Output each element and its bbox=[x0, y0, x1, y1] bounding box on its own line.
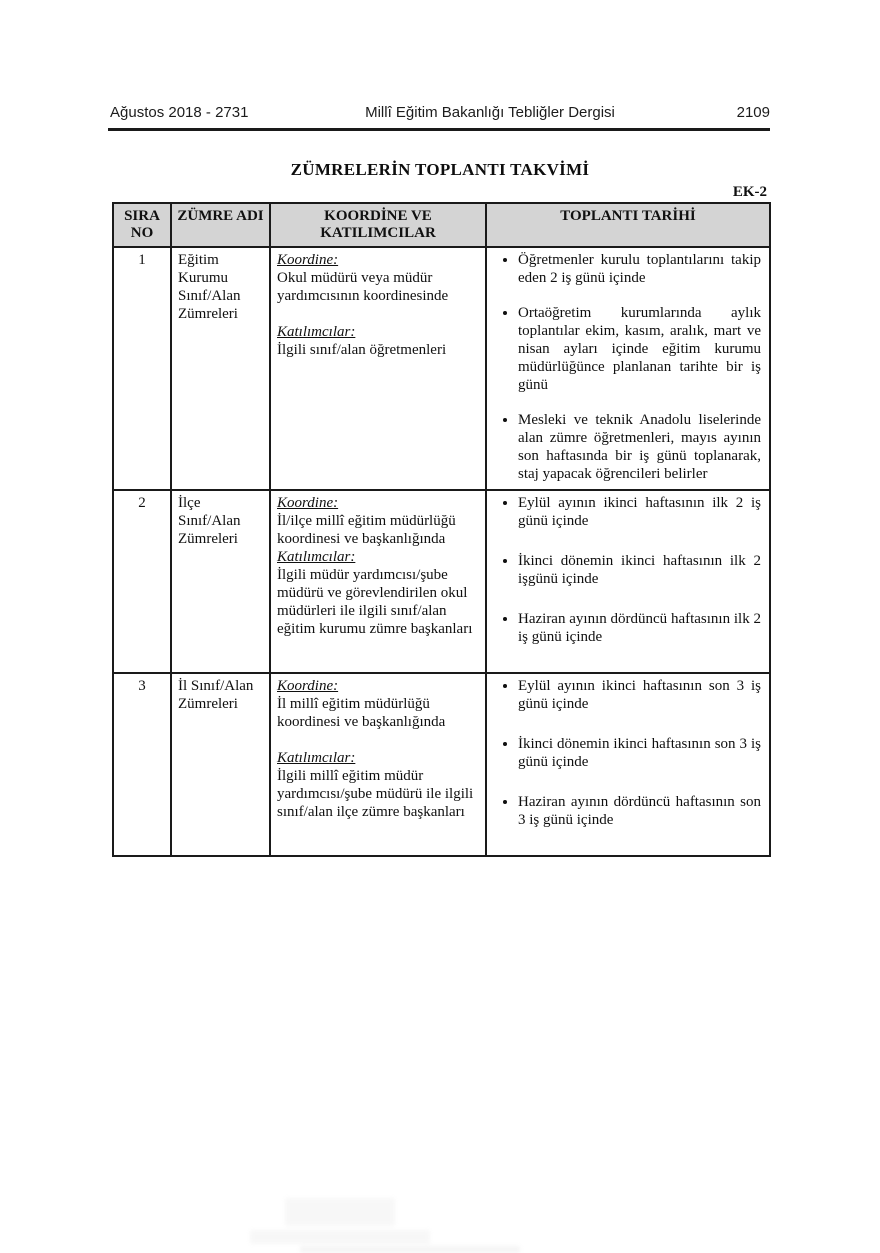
katilimcilar-text: İlgili millî eğitim müdür yardımcısı/şube müdürü ile ilgili sınıf/alan ilçe zümre başkanları bbox=[277, 768, 474, 820]
meeting-date-item: • Eylül ayının ikinci haftasının son 3 iş günü içinde bbox=[518, 677, 761, 713]
meeting-date-item: • Öğretmenler kurulu toplantılarını takip eden 2 iş günü içinde bbox=[518, 251, 761, 287]
koordine-text: İl/ilçe millî eğitim müdürlüğü koordinesi ve başkanlığında bbox=[277, 513, 456, 547]
spacer bbox=[277, 305, 479, 323]
document-title: ZÜMRELERİN TOPLANTI TAKVİMİ bbox=[290, 160, 590, 179]
cell-zumre-adi: Eğitim Kurumu Sınıf/Alan Zümreleri bbox=[171, 247, 270, 490]
scan-artifact bbox=[250, 1230, 430, 1244]
koordine-label: Koordine: bbox=[277, 252, 339, 268]
meeting-date-item: • İkinci dönemin ikinci haftasının ilk 2 işgünü içinde bbox=[518, 552, 761, 588]
katilimcilar-text: İlgili sınıf/alan öğretmenleri bbox=[277, 342, 447, 358]
spacer bbox=[277, 731, 479, 749]
cell-zumre-adi: İl Sınıf/Alan Zümreleri bbox=[171, 673, 270, 856]
column-header-koordine: KOORDİNE VE KATILIMCILAR bbox=[270, 203, 486, 247]
scan-artifact bbox=[285, 1198, 395, 1226]
cell-sira-no: 2 bbox=[113, 490, 171, 673]
table-header-row bbox=[113, 203, 770, 247]
koordine-label: Koordine: bbox=[277, 495, 339, 511]
cell-koordine-katilimcilar bbox=[270, 673, 486, 856]
cell-sira-no: 1 bbox=[113, 247, 171, 490]
katilimcilar-label: Katılımcılar: bbox=[277, 549, 356, 565]
meeting-date-item: • Ortaöğretim kurumlarında aylık toplantılar ekim, kasım, aralık, mart ve nisan ayları içinde eğitim kurumu müdürlüğünce planlanan tarihte bir iş günü bbox=[518, 304, 761, 394]
cell-zumre-adi: İlçe Sınıf/Alan Zümreleri bbox=[171, 490, 270, 673]
koordine-text: İl millî eğitim müdürlüğü koordinesi ve başkanlığında bbox=[277, 696, 446, 730]
header-rule bbox=[108, 128, 770, 131]
cell-koordine-katilimcilar bbox=[270, 247, 486, 490]
meeting-date-item: • İkinci dönemin ikinci haftasının son 3 iş günü içinde bbox=[518, 735, 761, 771]
meeting-date-list bbox=[493, 677, 763, 829]
cell-koordine-katilimcilar bbox=[270, 490, 486, 673]
cell-sira-no: 3 bbox=[113, 673, 171, 856]
header-journal-title: Millî Eğitim Bakanlığı Tebliğler Dergisi bbox=[365, 104, 615, 121]
katilimcilar-text: İlgili müdür yardımcısı/şube müdürü ve görevlendirilen okul müdürleri ile ilgili sınıf/alan eğitim kurumu zümre başkanları bbox=[277, 567, 473, 637]
cell-toplanti-tarihi bbox=[486, 673, 770, 856]
table-row bbox=[113, 247, 770, 490]
table-row bbox=[113, 490, 770, 673]
meeting-date-item: • Mesleki ve teknik Anadolu liselerinde alan zümre öğretmenleri, mayıs ayının son haftasında bir iş günü toplanarak, staj yapacak öğrencileri belirler bbox=[518, 411, 761, 483]
running-header bbox=[110, 104, 770, 121]
meeting-date-list bbox=[493, 251, 763, 483]
meeting-date-list bbox=[493, 494, 763, 646]
column-header-sira-no: SIRA NO bbox=[113, 203, 171, 247]
meeting-date-item: • Haziran ayının dördüncü haftasının ilk 2 iş günü içinde bbox=[518, 610, 761, 646]
meeting-date-item: • Eylül ayının ikinci haftasının ilk 2 iş günü içinde bbox=[518, 494, 761, 530]
annex-label: EK-2 bbox=[732, 184, 767, 200]
meeting-calendar-table bbox=[112, 202, 771, 857]
meeting-date-item: • Haziran ayının dördüncü haftasının son 3 iş günü içinde bbox=[518, 793, 761, 829]
cell-toplanti-tarihi bbox=[486, 247, 770, 490]
header-page-number: 2109 bbox=[736, 104, 770, 121]
header-issue-date: Ağustos 2018 - 2731 bbox=[110, 104, 249, 121]
koordine-label: Koordine: bbox=[277, 678, 339, 694]
scan-artifact bbox=[300, 1246, 520, 1253]
katilimcilar-label: Katılımcılar: bbox=[277, 750, 356, 766]
table-row bbox=[113, 673, 770, 856]
column-header-zumre-adi: ZÜMRE ADI bbox=[171, 203, 270, 247]
cell-toplanti-tarihi bbox=[486, 490, 770, 673]
column-header-toplanti: TOPLANTI TARİHİ bbox=[486, 203, 770, 247]
koordine-text: Okul müdürü veya müdür yardımcısının koordinesinde bbox=[277, 270, 449, 304]
katilimcilar-label: Katılımcılar: bbox=[277, 324, 356, 340]
